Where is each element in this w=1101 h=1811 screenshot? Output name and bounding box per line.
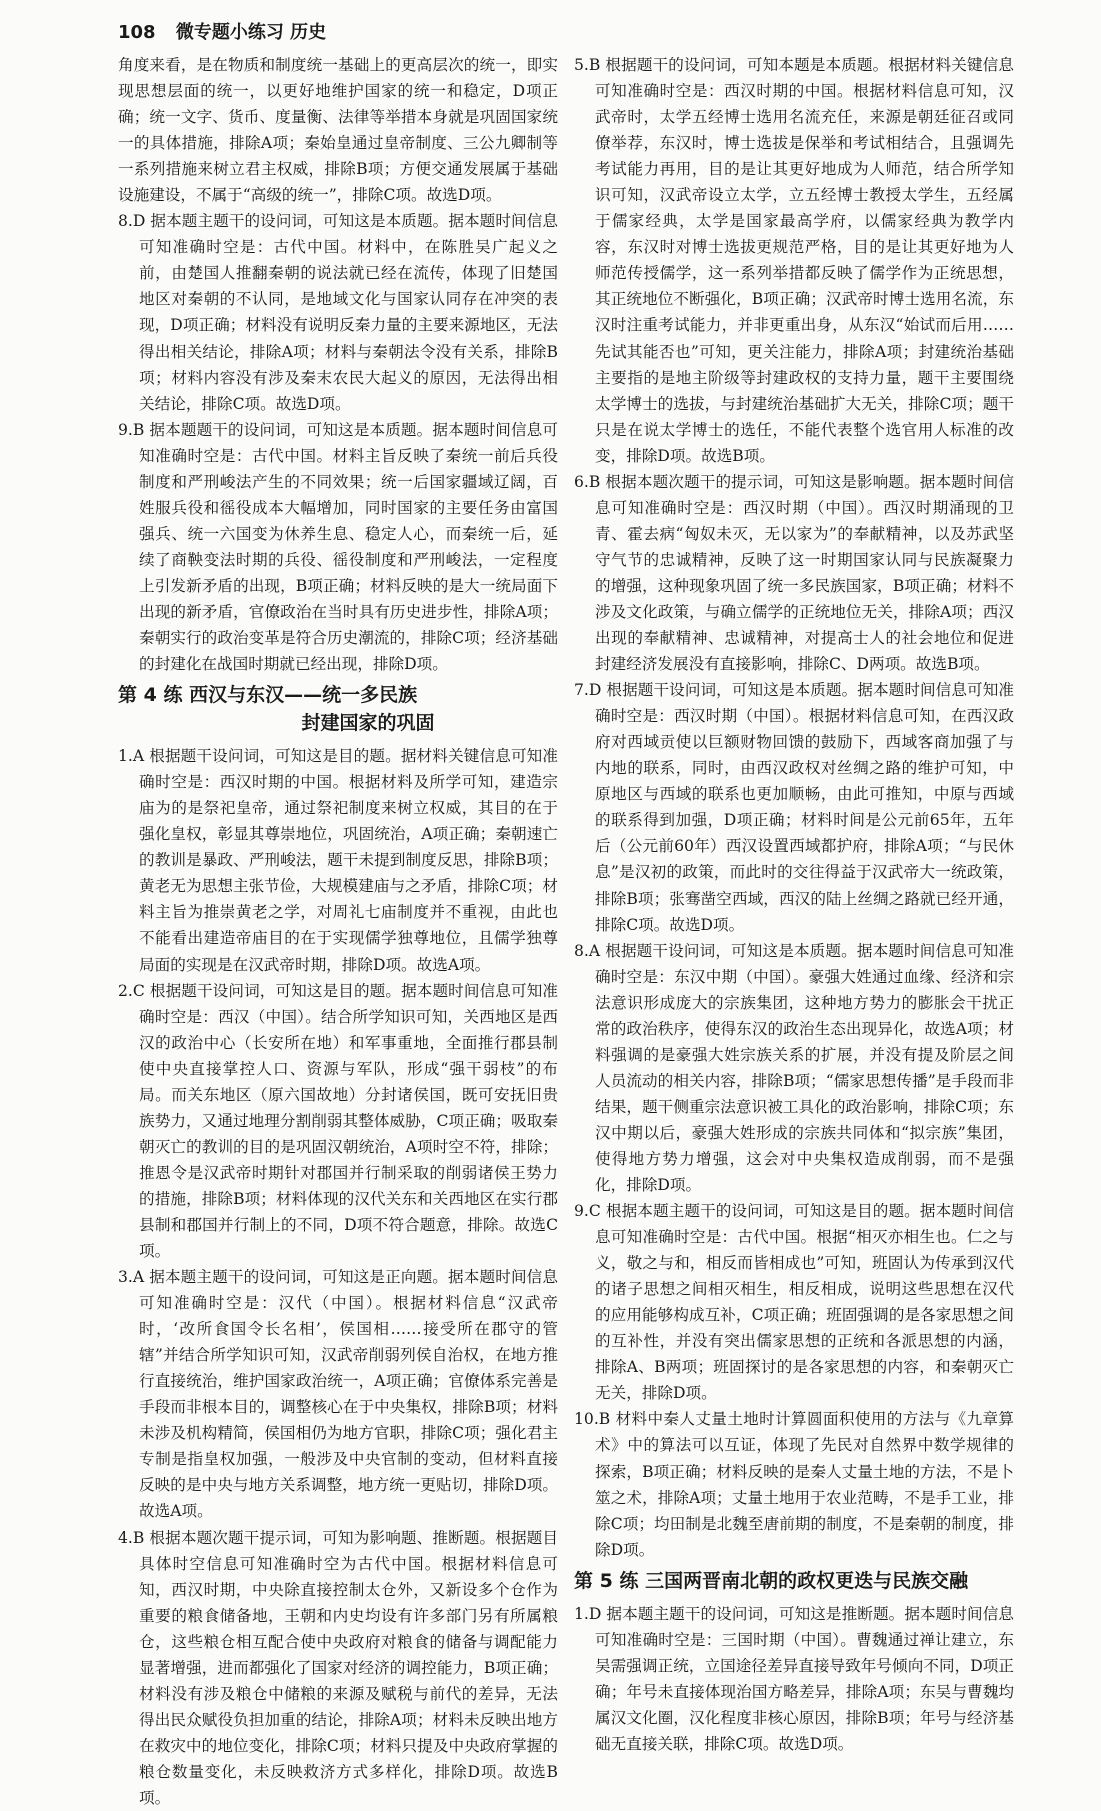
- answer-continuation: 角度来看，是在物质和制度统一基础上的更高层次的统一，即实现思想层面的统一，以更好地维护国家的统一和稳定，D项正确；统一文字、货币、度量衡、法律等举措本身就是巩固国家统一的具体措施，排除A项；秦始皇通过皇帝制度、三公九卿制等一系列措施来树立君主权威，排除B项；方便交通发展属于基础设施建设，不属于“高级的统一”，排除C项。故选D项。: [118, 56, 558, 205]
- s4-answer-3: 3.A 据本题主题干的设问词，可知这是正向题。据本题时间信息可知准确时空是：汉代（中国）。根据材料信息“汉武帝时，‘改所食国令长名相’，侯国相……接受所在郡守的管辖”并结合所学知识可知，汉武帝削弱列侯自治权，在地方推行直接统治，维护国家政治统一，A项正确；官僚体系完善是手段而非根本目的，调整核心在于中央集权，排除B项；材料未涉及机构精简，侯国相仍为地方官职，排除C项；强化君主专制是指皇权加强，一般涉及中央官制的变动，但材料直接反映的是中央与地方关系调整，地方统一更贴切，排除D项。故选A项。: [118, 1268, 558, 1521]
- s4-answer-8: 8.A 根据题干设问词，可知这是本质题。据本题时间信息可知准确时空是：东汉中期（中国）。豪强大姓通过血缘、经济和宗法意识形成庞大的宗族集团，这种地方势力的膨胀会干扰正常的政治秩序，使得东汉的政治生态出现异化，故选A项；材料强调的是豪强大姓宗族关系的扩展，并没有提及阶层之间人员流动的相关内容，排除B项；“儒家思想传播”是手段而非结果，题干侧重宗法意识被工具化的政治影响，排除C项；东汉中期以后，豪强大姓形成的宗族共同体和“拟宗族”集团，使得地方势力增强，这会对中央集权造成削弱，而不是强化，排除D项。: [574, 941, 1014, 1195]
- right-column: [574, 52, 1014, 1757]
- s4-answer-6: 6.B 根据本题次题干的提示词，可知这是影响题。据本题时间信息可知准确时空是：西汉时期（中国）。西汉时期涌现的卫青、霍去病“匈奴未灭，无以家为”的奉献精神，以及苏武坚守气节的忠诚精神，反映了这一时期国家认同与民族凝聚力的增强，这种现象巩固了统一多民族国家，B项正确；材料不涉及文化政策，与确立儒学的正统地位无关，排除A项；西汉出现的奉献精神、忠诚精神，对提高士人的社会地位和促进封建经济发展没有直接影响，排除C、D两项。故选B项。: [574, 472, 1014, 674]
- s4-answer-9: 9.C 根据本题主题干的设问词，可知这是目的题。据本题时间信息可知准确时空是：古代中国。根据“相灭亦相生也。仁之与义，敬之与和，相反而皆相成也”可知，班固认为传承到汉代的诸子思想之间相灭相生，相反相成，说明这些思想在汉代的应用能够构成互补，C项正确；班固强调的是各家思想之间的互补性，并没有突出儒家思想的正统和各派思想的内涵，排除A、B两项；班固探讨的是各家思想的内容，和秦朝灭亡无关，排除D项。: [574, 1202, 1014, 1403]
- answer-8: 8.D 据本题主题干的设问词，可知这是本质题。据本题时间信息可知准确时空是：古代中国。材料中，在陈胜吴广起义之前，由楚国人推翻秦朝的说法就已经在流传，体现了旧楚国地区对秦朝的不认同，是地域文化与国家认同存在冲突的表现，D项正确；材料没有说明反秦力量的主要来源地区，无法得出相关结论，排除A项；材料与秦朝法令没有关系，排除B项；材料内容没有涉及秦末农民大起义的原因，无法得出相关结论，排除C项。故选D项。: [118, 212, 558, 413]
- s4-answer-4: 4.B 根据本题次题干提示词，可知为影响题、推断题。根据题目具体时空信息可知准确时空为古代中国。根据材料信息可知，西汉时期，中央除直接控制太仓外，又新设多个仓作为重要的粮食储备地，王朝和内史均设有许多部门另有所属粮仓，这些粮仓相互配合使中央政府对粮食的储备与调配能力显著增强，进而都强化了国家对经济的调控能力，B项正确；材料没有涉及粮仓中储粮的来源及赋税与前代的差异，无法得出民众赋役负担加重的结论，排除A项；材料未反映出地方在救灾中的地位变化，排除C项；材料只提及中央政府掌握的粮仓数量变化，未反映救济方式多样化，排除D项。故选B项。: [118, 1528, 558, 1807]
- left-column: [118, 52, 558, 1811]
- s4-answer-5: 5.B 根据题干的设问词，可知本题是本质题。根据材料关键信息可知准确时空是：西汉时期的中国。根据材料信息可知，汉武帝时，太学五经博士选用名流充任，来源是朝廷征召或同僚举荐，东汉时，博士选拔是保举和考试相结合，且强调先考试能力再用，目的是让其更好地成为人师范，结合所学知识可知，汉武帝设立太学，立五经博士教授太学生，五经属于儒家经典，太学是国家最高学府，以儒家经典为教学内容，东汉时对博士选拔更规范严格，目的是让其更好地为人师范传授儒学，这一系列举措都反映了儒学作为正统思想，其正统地位不断强化，B项正确；汉武帝时博士选用名流，东汉时注重考试能力，并非更重出身，从东汉“始试而后用……先试其能否也”可知，更关注能力，排除A项；封建统治基础主要指的是地主阶级等封建政权的支持力量，题干主要围绕太学博士的选拔，与封建统治基础扩大无关，排除C项；题干只是在说太学博士的选任，不能代表整个选官用人标准的改变，排除D项。故选B项。: [574, 56, 1014, 465]
- s4-answer-1: 1.A 根据题干设问词，可知这是目的题。据材料关键信息可知准确时空是：西汉时期的中国。根据材料及所学可知，建造宗庙为的是祭祀皇帝，通过祭祀制度来树立权威，其目的在于强化皇权，彰显其尊崇地位，巩固统治，A项正确；秦朝速亡的教训是暴政、严刑峻法，题干未提到制度反思，排除B项；黄老无为思想主张节俭，大规模建庙与之矛盾，排除C项；材料主旨为推崇黄老之学，对周礼七庙制度并不重视，由此也不能看出建造帝庙目的在于实现儒学独尊地位，且儒学独尊局面的实现是在汉武帝时期，排除D项。故选A项。: [118, 747, 558, 974]
- page-number: 108: [118, 22, 156, 43]
- section-heading-4-line2: 封建国家的巩固: [301, 712, 435, 735]
- section-heading-5: 第 5 练 三国两晋南北朝的政权更迭与民族交融: [574, 1569, 969, 1592]
- answer-9: 9.B 据本题题干的设问词，可知这是本质题。据本题时间信息可知准确时空是：古代中国。材料主旨反映了秦统一前后兵役制度和严刑峻法产生的不同效果；统一后国家疆域辽阔，百姓服兵役和徭役成本大幅增加，同时国家的主要任务由富国强兵、统一六国变为休养生息、稳定人心，而秦统一后，延续了商鞅变法时期的兵役、徭役制度和严刑峻法，一定程度上引发新矛盾的出现，B项正确；材料反映的是大一统局面下出现的新矛盾，官僚政治在当时具有历史进步性，排除A项；秦朝实行的政治变革是符合历史潮流的，排除C项；经济基础的封建化在战国时期就已经出现，排除D项。: [118, 420, 558, 674]
- s4-answer-10: 10.B 材料中秦人丈量土地时计算圆面积使用的方法与《九章算术》中的算法可以互证，体现了先民对自然界中数学规律的探索，B项正确；材料反映的是秦人丈量土地的方法，不是卜筮之术，排除A项；丈量土地用于农业范畴，不是手工业，排除C项；均田制是北魏至唐前期的制度，不是秦朝的制度，排除D项。: [574, 1410, 1014, 1559]
- book-title: 微专题小练习 历史: [175, 22, 327, 43]
- s4-answer-7: 7.D 根据题干设问词，可知这是本质题。据本题时间信息可知准确时空是：西汉时期（中国）。根据材料信息可知，在西汉政府对西域贡使以巨额财物回馈的鼓励下，西域客商加强了与内地的联系，同时，由西汉政权对丝绸之路的维护可知，中原地区与西域的联系也更加顺畅，由此可推知，中原与西域的联系得到加强，D项正确；材料时间是公元前65年，五年后（公元前60年）西汉设置西域都护府，排除A项；“与民休息”是汉初的政策，而此时的交往得益于汉武帝大一统政策，排除B项；张骞凿空西域，西汉的陆上丝绸之路就已经开通，排除C项。故选D项。: [574, 681, 1014, 934]
- section-heading-4-line1: 第 4 练 西汉与东汉——统一多民族: [118, 684, 418, 707]
- s4-answer-2: 2.C 根据题干设问词，可知这是目的题。据本题时间信息可知准确时空是：西汉（中国）。结合所学知识可知，关西地区是西汉的政治中心（长安所在地）和军事重地，全面推行郡县制使中央直接掌控人口、资源与军队，形成“强干弱枝”的布局。而关东地区（原六国故地）分封诸侯国，既可安抚旧贵族势力，又通过地理分割削弱其整体威胁，C项正确；吸取秦朝灭亡的教训的目的是巩固汉朝统治，A项时空不符，排除；推恩令是汉武帝时期针对郡国并行制采取的削弱诸侯王势力的措施，排除B项；材料体现的汉代关东和关西地区在实行郡县制和郡国并行制上的不同，D项不符合题意，排除。故选C项。: [118, 981, 558, 1261]
- page-header: [118, 18, 1018, 48]
- section-heading-4: [118, 681, 558, 737]
- s5-answer-1: 1.D 据本题主题干的设问词，可知这是推断题。据本题时间信息可知准确时空是：三国时期（中国）。曹魏通过禅让建立，东吴需强调正统，立国途径差异直接导致年号倾向不同，D项正确；年号未直接体现治国方略差异，排除A项；东吴与曹魏均属汉文化圈，汉化程度非核心原因，排除B项；年号与经济基础无直接关联，排除C项。故选D项。: [574, 1604, 1014, 1753]
